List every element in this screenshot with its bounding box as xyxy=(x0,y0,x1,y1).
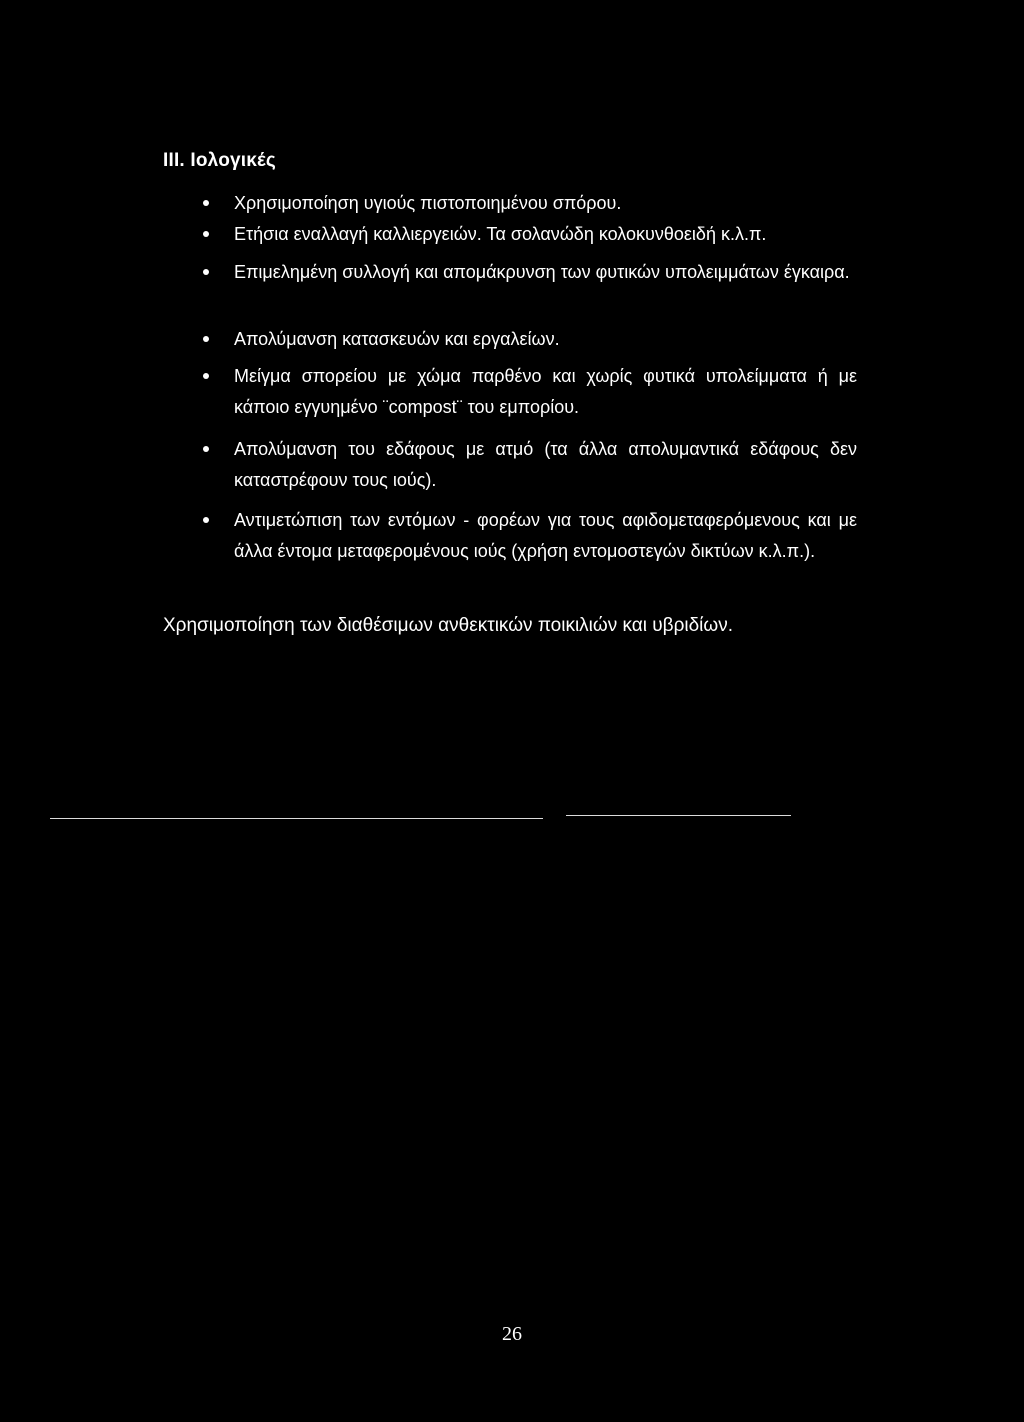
bullet-icon xyxy=(203,200,209,206)
bullet-icon xyxy=(203,373,209,379)
list-item-text: Απολύμανση του εδάφους με ατμό (τα άλλα απολυμαντικά εδάφους δεν καταστρέφουν τους ιούς). xyxy=(234,439,857,490)
list-item xyxy=(234,188,857,219)
list-item-text: Ετήσια εναλλαγή καλλιεργειών. Τα σολανώδη κολοκυνθοειδή κ.λ.π. xyxy=(234,224,767,244)
list-item xyxy=(234,505,857,567)
page-number: 26 xyxy=(502,1323,522,1345)
divider-line xyxy=(50,818,543,819)
section-heading: III. Ιολογικές xyxy=(163,150,276,171)
list-item xyxy=(234,257,857,288)
list-item xyxy=(234,324,857,355)
list-item-text: Χρησιμοποίηση υγιούς πιστοποιημένου σπόρου. xyxy=(234,193,622,213)
divider-line xyxy=(566,815,791,816)
list-item xyxy=(234,361,857,423)
list-item-text: Απολύμανση κατασκευών και εργαλείων. xyxy=(234,329,560,349)
list-item-text: Μείγμα σπορείου με χώμα παρθένο και χωρίς φυτικά υπολείμματα ή με κάποιο εγγυημένο ¨compost¨ του εμπορίου. xyxy=(234,366,857,417)
bullet-icon xyxy=(203,446,209,452)
bullet-icon xyxy=(203,517,209,523)
bullet-icon xyxy=(203,231,209,237)
list-item xyxy=(234,434,857,496)
closing-sentence: Χρησιμοποίηση των διαθέσιμων ανθεκτικών ποικιλιών και υβριδίων. xyxy=(163,615,734,636)
list-item-text: Επιμελημένη συλλογή και απομάκρυνση των φυτικών υπολειμμάτων έγκαιρα. xyxy=(234,262,850,282)
list-item xyxy=(234,219,857,250)
bullet-icon xyxy=(203,336,209,342)
bullet-icon xyxy=(203,269,209,275)
list-item-text: Αντιμετώπιση των εντόμων - φορέων για τους αφιδομεταφερόμενους και με άλλα έντομα μεταφερομένους ιούς (χρήση εντομοστεγών δικτύων κ.λ.π.). xyxy=(234,510,857,561)
